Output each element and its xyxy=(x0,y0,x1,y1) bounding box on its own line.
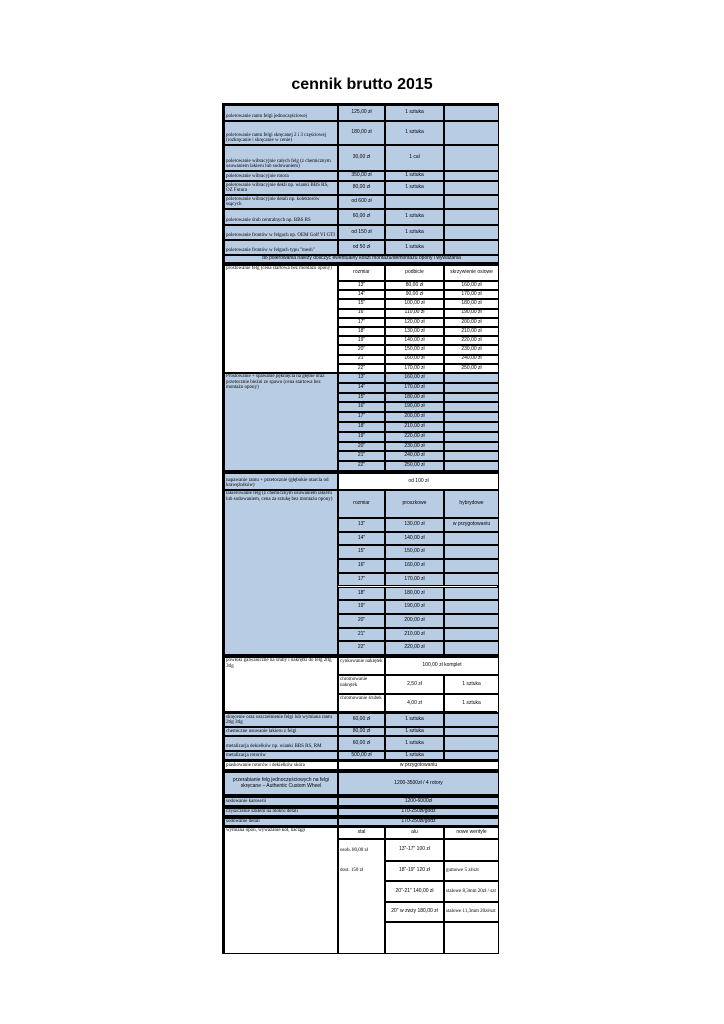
service-price: 350,00 zł xyxy=(338,171,385,181)
valve-price: stalowe 11,3mm 20zł/szt xyxy=(444,902,499,922)
alu-price: 18"-19" 120 zł xyxy=(385,861,444,881)
empty-cell xyxy=(385,922,444,954)
service-label: polerowanie rantu felgi skręcanej 2 i 3 częściowej (rozkręcanie i skręcanie w cenie) xyxy=(224,121,338,145)
service-price: 1200-3500zł / 4 rotory xyxy=(338,772,499,795)
price-cell: 200,00 zł xyxy=(385,614,444,628)
price-cell: 200,00 zł xyxy=(444,318,499,327)
hybrid-cell xyxy=(444,559,499,573)
price-cell: 200,00 zł xyxy=(385,412,444,422)
price-cell: 180,00 zł xyxy=(444,299,499,308)
size-cell: 22" xyxy=(338,461,385,471)
price-cell: 220,00 zł xyxy=(444,336,499,345)
hybrid-cell xyxy=(444,545,499,559)
price-cell: 160,00 zł xyxy=(444,281,499,290)
price-cell: 170,00 zł xyxy=(385,364,444,373)
service-label: polerowanie wibracyjnie całych felg (z chemicznym usuwaniem lakieru lub sodowaniem) xyxy=(224,145,338,171)
service-unit: 1 sztuka xyxy=(385,225,444,240)
column-header: alu xyxy=(385,827,444,839)
service-price: 60,00 zł xyxy=(338,209,385,225)
size-cell: 20" xyxy=(338,345,385,354)
service-price: 125,00 zł xyxy=(338,105,385,121)
service-label: prostowanie felg (cena startowa bez montażu opony) xyxy=(224,265,338,373)
size-cell: 14" xyxy=(338,383,385,393)
price-cell: 170,00 zł xyxy=(385,573,444,587)
empty-cell xyxy=(444,736,499,751)
size-cell: 22" xyxy=(338,364,385,373)
stal-price: osob. 80,00 zł xyxy=(340,848,369,853)
hybrid-cell xyxy=(444,573,499,587)
price-cell: 170,00 zł xyxy=(385,383,444,393)
empty-cell xyxy=(444,422,499,432)
empty-cell xyxy=(444,171,499,181)
coating-unit: 1 sztuka xyxy=(444,675,499,694)
hybrid-cell xyxy=(444,628,499,642)
price-cell: 220,00 zł xyxy=(385,432,444,442)
empty-cell xyxy=(444,402,499,412)
polishing-note: do polerowania należy doliczyć ewentualny koszt montażu/demontażu opony i wyważania xyxy=(224,255,499,263)
empty-cell xyxy=(444,922,499,954)
size-cell: 19" xyxy=(338,336,385,345)
service-unit: 1 sztuka xyxy=(385,171,444,181)
empty-cell xyxy=(444,105,499,121)
size-cell: 14" xyxy=(338,532,385,546)
hybrid-cell xyxy=(444,614,499,628)
size-cell: 22" xyxy=(338,641,385,655)
service-label: metalizacja dekielków np. wianki BBS RS, RM xyxy=(224,736,338,751)
price-cell: 90,00 zł xyxy=(385,290,444,299)
empty-cell xyxy=(444,195,499,209)
column-header: nowe wentyle xyxy=(444,827,499,839)
price-cell: 230,00 zł xyxy=(444,345,499,354)
hybrid-cell xyxy=(444,600,499,614)
size-cell: 16" xyxy=(338,402,385,412)
service-unit: 1 sztuka xyxy=(385,240,444,255)
service-label: lakierowanie felg (z chemicznym usuwaniem lakieru lub sodowaniem, cena za sztukę bez montażu opony) xyxy=(224,490,338,655)
service-unit xyxy=(385,195,444,209)
price-cell: 190,00 zł xyxy=(385,402,444,412)
price-cell: 120,00 zł xyxy=(385,318,444,327)
valve-price: stalowe 8,3mm 20zł / szt xyxy=(444,881,499,902)
alu-price: 20" w zwży 180,00 zł xyxy=(385,902,444,922)
service-label: sodowanie detali xyxy=(224,818,338,826)
size-cell: 17" xyxy=(338,412,385,422)
price-cell: 210,00 zł xyxy=(385,628,444,642)
price-cell: 240,00 zł xyxy=(444,355,499,364)
price-cell: 210,00 zł xyxy=(385,422,444,432)
size-cell: 19" xyxy=(338,432,385,442)
empty-cell xyxy=(444,727,499,736)
hybrid-cell xyxy=(444,587,499,601)
service-price: 60,00 zł xyxy=(338,736,385,751)
service-unit: 1 sztuka xyxy=(385,727,444,736)
service-price: 80,00 zł xyxy=(338,181,385,195)
service-label: napawanie rantu + przetocznie (głębokie otarcia od krawężników) xyxy=(224,473,338,490)
service-price: 170-250zł/godz xyxy=(338,818,499,826)
service-label: skręcenie oraz uszczelnienie felgi lub wymiana rantu 2tlg 3tlg xyxy=(224,713,338,727)
price-cell: 230,00 zł xyxy=(385,442,444,452)
price-cell: 240,00 zł xyxy=(385,451,444,461)
empty-cell xyxy=(444,713,499,727)
column-header: hybrydowe xyxy=(444,490,499,518)
coating-price: 2,50 zł xyxy=(385,675,444,694)
empty-cell xyxy=(444,432,499,442)
service-price: 30,00 zł xyxy=(338,145,385,171)
service-price: 80,00 zł xyxy=(338,727,385,736)
price-cell: 140,00 zł xyxy=(385,336,444,345)
service-label: polerowanie rantu felgi jednoczęściowej xyxy=(224,105,338,121)
service-label: polerowanie wibracyjnie dekli np. wianki BBS RS, OZ Futura xyxy=(224,181,338,195)
price-cell: 150,00 zł xyxy=(385,545,444,559)
empty-cell xyxy=(444,373,499,383)
price-cell: 180,00 zł xyxy=(385,393,444,403)
price-cell: 160,00 zł xyxy=(385,373,444,383)
price-cell: 180,00 zł xyxy=(385,587,444,601)
empty-cell xyxy=(444,240,499,255)
price-cell: 150,00 zł xyxy=(385,345,444,354)
hybrid-cell xyxy=(444,641,499,655)
price-cell: 160,00 zł xyxy=(385,355,444,364)
empty-cell xyxy=(444,209,499,225)
service-label: chemiczne usuwanie lakieru z felgi xyxy=(224,727,338,736)
size-cell: 14" xyxy=(338,290,385,299)
stal-price: dost. 150 zł xyxy=(340,868,364,873)
service-label: polerowanie wibracyjnie rotora xyxy=(224,171,338,181)
service-unit: 1 sztuka xyxy=(385,736,444,751)
size-cell: 21" xyxy=(338,451,385,461)
hybrid-cell: w przygotowaniu xyxy=(444,518,499,532)
column-header: rozmiar xyxy=(338,265,385,281)
empty-cell xyxy=(444,225,499,240)
price-cell: 220,00 zł xyxy=(385,641,444,655)
empty-cell xyxy=(444,181,499,195)
size-cell: 18" xyxy=(338,327,385,336)
size-cell: 13" xyxy=(338,281,385,290)
price-cell: 250,00 zł xyxy=(385,461,444,471)
size-cell: 17" xyxy=(338,318,385,327)
price-cell: 130,00 zł xyxy=(385,327,444,336)
service-price: od 600 zł xyxy=(338,195,385,209)
service-label: czyszczenie szkłem na mokro detali xyxy=(224,808,338,816)
empty-cell xyxy=(444,442,499,452)
price-cell: 190,00 zł xyxy=(385,600,444,614)
size-cell: 16" xyxy=(338,309,385,318)
service-label: polerowanie frontów w felgach np. OEM Golf VI GTI xyxy=(224,225,338,240)
service-price: 180,00 zł xyxy=(338,121,385,145)
service-price: od 50 zł xyxy=(338,240,385,255)
size-cell: 15" xyxy=(338,393,385,403)
service-price: 60,00 zł xyxy=(338,713,385,727)
price-cell: 170,00 zł xyxy=(444,290,499,299)
service-label: polerowanie śrub centralnych np. BBS RS xyxy=(224,209,338,225)
column-header: skrzywienie osiowe xyxy=(444,265,499,281)
price-cell: 190,00 zł xyxy=(444,309,499,318)
size-cell: 13" xyxy=(338,373,385,383)
service-price: 1200-6000zł xyxy=(338,797,499,806)
service-status: w przygotowaniu xyxy=(338,761,499,770)
service-price: od 150 zł xyxy=(338,225,385,240)
service-label: piaskowanie rotorów i dekielków skóra xyxy=(224,761,338,770)
coating-price: 4,00 zł xyxy=(385,694,444,713)
coating-name: chromowanie śrubek xyxy=(338,694,385,713)
service-unit: 1 cal xyxy=(385,145,444,171)
service-label: polerowanie wibracyjnie detali np. kolektorów ssących xyxy=(224,195,338,209)
size-cell: 21" xyxy=(338,628,385,642)
empty-cell xyxy=(444,839,499,861)
empty-cell xyxy=(444,461,499,471)
valve-price: gumowe 5 zł/szt xyxy=(444,861,499,881)
column-header: rozmiar xyxy=(338,490,385,518)
service-label: powłoki galwaniczne na śruby i nakrętki do felg 2tlg 3tlg xyxy=(224,657,338,713)
alu-price: 20"-21" 140,00 zł xyxy=(385,881,444,902)
hybrid-cell xyxy=(444,532,499,546)
coating-name: chromowanie nakrętek xyxy=(338,675,385,694)
size-cell: 17" xyxy=(338,573,385,587)
service-unit: 1 sztuka xyxy=(385,209,444,225)
page-title: cennik brutto 2015 xyxy=(291,76,433,93)
price-cell: 140,00 zł xyxy=(385,532,444,546)
empty-cell xyxy=(444,451,499,461)
price-cell: 130,00 zł xyxy=(385,518,444,532)
price-cell: 160,00 zł xyxy=(385,559,444,573)
service-unit: 1 sztuka xyxy=(385,121,444,145)
size-cell: 15" xyxy=(338,299,385,308)
service-label: metalizacja rotorów xyxy=(224,751,338,760)
service-price: 170-250zł/godz xyxy=(338,808,499,816)
service-unit: 1 sztuka xyxy=(385,105,444,121)
empty-cell xyxy=(444,145,499,171)
column-header: proszkowe xyxy=(385,490,444,518)
price-cell: 250,00 zł xyxy=(444,364,499,373)
column-header: podbicie xyxy=(385,265,444,281)
price-cell: 80,00 zł xyxy=(385,281,444,290)
empty-cell xyxy=(444,393,499,403)
column-header: stal xyxy=(338,827,385,839)
size-cell: 20" xyxy=(338,614,385,628)
price-table xyxy=(222,103,499,954)
coating-unit: 1 sztuka xyxy=(444,694,499,713)
service-unit: 1 sztuka xyxy=(385,751,444,760)
service-price: 500,00 zł xyxy=(338,751,385,760)
size-cell: 13" xyxy=(338,518,385,532)
service-label: przerabianie felg jednoczęściowych na felgi skręcane – Authentic Custom Wheel xyxy=(224,772,338,795)
size-cell: 15" xyxy=(338,545,385,559)
size-cell: 18" xyxy=(338,422,385,432)
price-cell: 210,00 zł xyxy=(444,327,499,336)
service-label: sodowanie karoserii xyxy=(224,797,338,806)
service-unit: 1 sztuka xyxy=(385,181,444,195)
empty-cell xyxy=(444,412,499,422)
service-price: od 100 zł xyxy=(338,473,499,490)
empty-cell xyxy=(444,121,499,145)
size-cell: 21" xyxy=(338,355,385,364)
service-unit: 1 sztuka xyxy=(385,713,444,727)
service-label: wymiana opon, wyważanie kół, naciągi xyxy=(224,827,338,954)
price-cell: 100,00 zł xyxy=(385,299,444,308)
size-cell: 16" xyxy=(338,559,385,573)
coating-name: cynkowanie nakrętek xyxy=(338,657,385,675)
size-cell: 18" xyxy=(338,587,385,601)
stal-column xyxy=(338,839,385,954)
size-cell: 19" xyxy=(338,600,385,614)
alu-price: 13"-17" 100 zł xyxy=(385,839,444,861)
coating-price: 100,00 zł komplet xyxy=(385,657,499,675)
size-cell: 20" xyxy=(338,442,385,452)
price-cell: 110,00 zł xyxy=(385,309,444,318)
service-label: Prostowanie + spawanie pęknięcia na głębie oraz przetocznie bieżni ze spawu (cena startowa bez montażu opony) xyxy=(224,373,338,471)
service-label: polerowanie frontów w felgach typu "mesh" xyxy=(224,240,338,255)
empty-cell xyxy=(444,383,499,393)
